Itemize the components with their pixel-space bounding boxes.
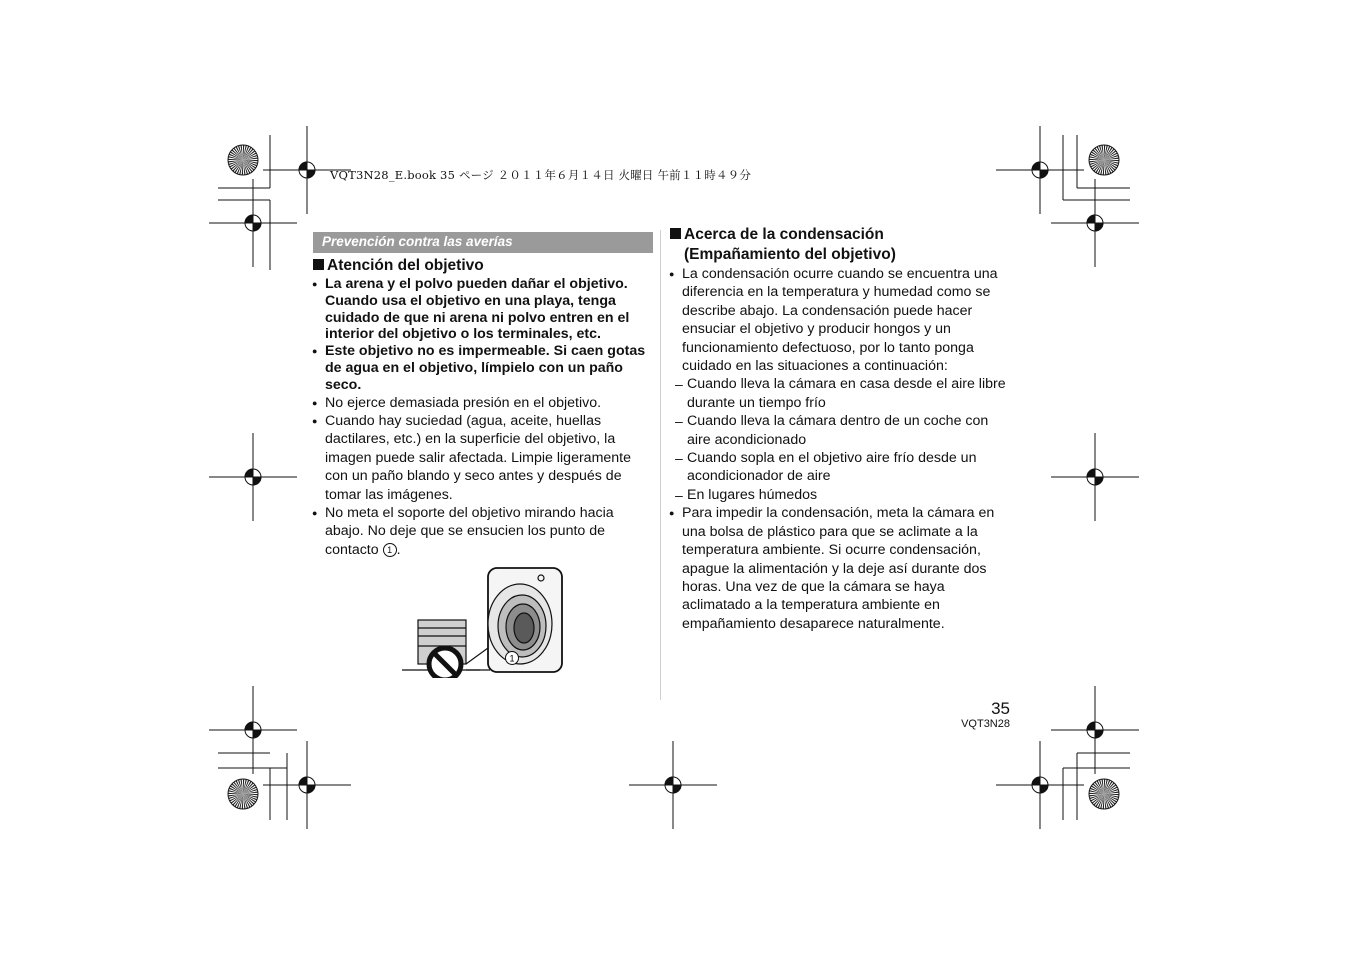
crosshair-mark: [996, 126, 1084, 214]
list-item: ● La arena y el polvo pueden dañar el objetivo. Cuando usa el objetivo en una playa, tenga cuidado de que ni arena ni polvo entren en el interior del objetivo o los terminales, etc.: [312, 276, 652, 343]
callout-marker: 1: [383, 543, 397, 557]
starburst-mark: [228, 779, 258, 809]
list-item: ● La condensación ocurre cuando se encuentra una diferencia en la temperatura y humedad como se describe abajo. La condensación puede hacer ensuciar el objetivo y producir hongos y un funcionamiento defectuoso, por lo tanto ponga cuidado en las situaciones a continuación:: [669, 265, 1011, 375]
figure-callout-label: 1: [509, 653, 515, 664]
page-number: 35: [991, 699, 1010, 718]
lens-care-heading: Atención del objetivo: [313, 256, 484, 276]
list-item: – Cuando sopla en el objetivo aire frío desde un acondicionador de aire: [675, 449, 1011, 486]
lens-care-list: [312, 276, 652, 559]
section-title: Prevención contra las averías: [322, 234, 513, 249]
crosshair-mark: [209, 179, 297, 267]
crosshair-mark: [263, 741, 351, 829]
list-item: ● Este objetivo no es impermeable. Si caen gotas de agua en el objetivo, límpielo con un paño seco.: [312, 343, 652, 393]
condensation-heading: Acerca de la condensación (Empañamiento del objetivo): [670, 225, 896, 265]
square-bullet-icon: [670, 228, 681, 239]
list-item: ● No ejerce demasiada presión en el objetivo.: [312, 394, 652, 412]
crosshair-mark: [1051, 686, 1139, 774]
crosshair-mark: [209, 433, 297, 521]
crosshair-mark: [1051, 433, 1139, 521]
list-item: – Cuando lleva la cámara en casa desde el aire libre durante un tiempo frío: [675, 375, 1011, 412]
condensation-list: [669, 265, 1011, 633]
square-bullet-icon: [313, 259, 324, 270]
starburst-mark: [228, 145, 258, 175]
crosshair-mark: [996, 741, 1084, 829]
list-item: ● Cuando hay suciedad (agua, aceite, huellas dactilares, etc.) en la superficie del objetivo, la imagen puede salir afectada. Limpie ligeramente con un paño blando y seco antes y después de tomar las imágenes.: [312, 412, 652, 504]
prohibited-icon: [429, 648, 461, 678]
crosshair-mark: [209, 686, 297, 774]
list-item: – En lugares húmedos: [675, 486, 1011, 504]
starburst-mark: [1089, 145, 1119, 175]
print-header: VQT3N28_E.book 35 ページ ２０１１年６月１４日 火曜日 午前１１時４９分: [330, 168, 752, 182]
crosshair-mark: [629, 741, 717, 829]
starburst-mark: [1089, 779, 1119, 809]
model-code: VQT3N28: [961, 718, 1010, 730]
list-item: – Cuando lleva la cámara dentro de un coche con aire acondicionado: [675, 412, 1011, 449]
list-item: ● No meta el soporte del objetivo mirando hacia abajo. No deje que se ensucien los punto de contacto 1 .: [312, 504, 652, 559]
section-title-bar: [313, 232, 653, 253]
column-divider: [660, 230, 661, 700]
crosshair-mark: [1051, 179, 1139, 267]
list-item: ● Para impedir la condensación, meta la cámara en una bolsa de plástico para que se aclimate a la temperatura ambiente. Si ocurre condensación, apague la alimentación y la deje así durante dos horas. Una vez de que la cámara se haya aclimatado a la temperatura ambiente en empañamiento desaparece naturalmente.: [669, 504, 1011, 633]
lens-mount-illustration: [400, 566, 570, 678]
